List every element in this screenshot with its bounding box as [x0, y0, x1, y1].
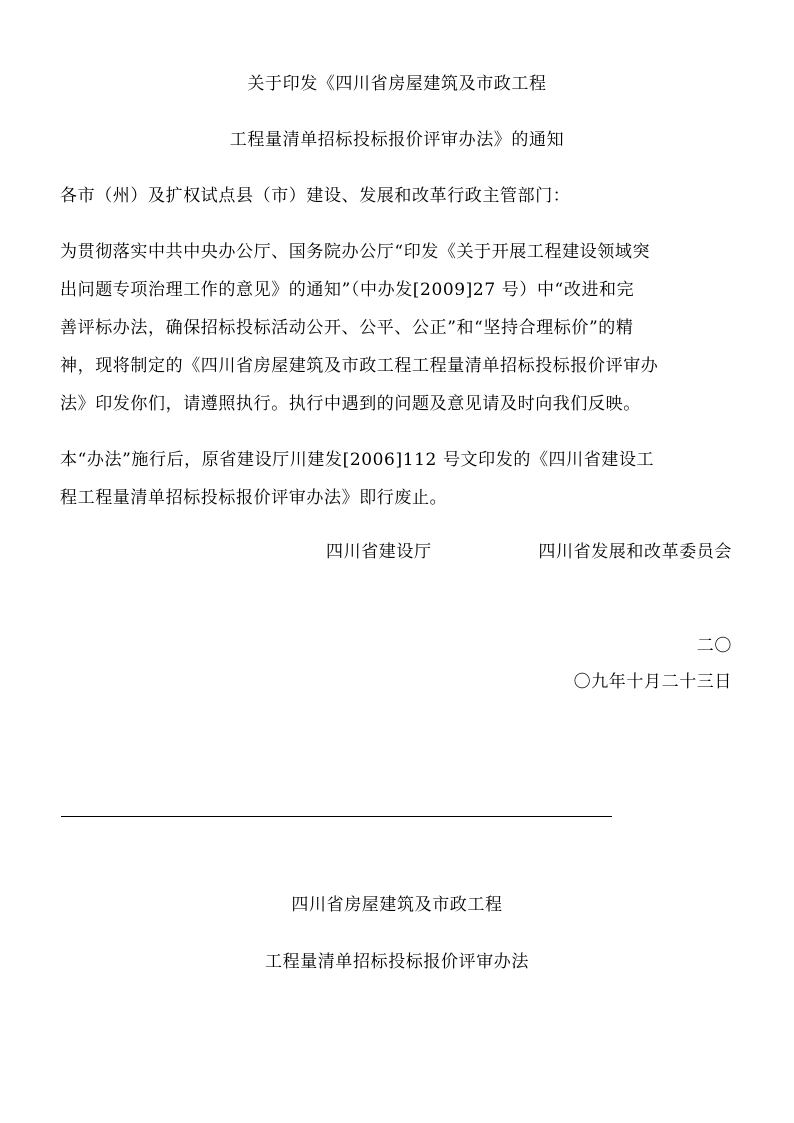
- issuer-construction-department: 四川省建设厅: [326, 542, 432, 562]
- date-line-2: 〇九年十月二十三日: [573, 672, 732, 692]
- notice-title-line-1: 关于印发《四川省房屋建筑及市政工程: [247, 74, 547, 94]
- addressee: 各市（州）及扩权试点县（市）建设、发展和改革行政主管部门：: [60, 186, 571, 206]
- paragraph-1-line-2: 出问题专项治理工作的意见》的通知”（中办发[2009]27 号）中“改进和完: [60, 280, 635, 300]
- notice-title-line-2: 工程量清单招标投标报价评审办法》的通知: [229, 130, 565, 150]
- document-title-line-2: 工程量清单招标投标报价评审办法: [265, 952, 529, 972]
- issuer-development-reform-commission: 四川省发展和改革委员会: [538, 542, 732, 562]
- paragraph-2-line-1: 本“办法”施行后，原省建设厅川建发[2006]112 号文印发的《四川省建设工: [60, 450, 655, 470]
- paragraph-1-line-3: 善评标办法，确保招标投标活动公开、公平、公正”和“坚持合理标价”的精: [60, 318, 634, 338]
- section-divider: [61, 816, 612, 817]
- paragraph-1-line-5: 法》印发你们，请遵照执行。执行中遇到的问题及意见请及时向我们反映。: [60, 394, 641, 414]
- paragraph-1-line-1: 为贯彻落实中共中央办公厅、国务院办公厅“印发《关于开展工程建设领域突: [60, 242, 651, 262]
- document-title-line-1: 四川省房屋建筑及市政工程: [291, 895, 503, 915]
- date-line-1: 二〇: [696, 636, 732, 656]
- paragraph-1-line-4: 神，现将制定的《四川省房屋建筑及市政工程工程量清单招标投标报价评审办: [60, 356, 659, 376]
- paragraph-2-line-2: 程工程量清单招标投标报价评审办法》即行废止。: [60, 488, 448, 508]
